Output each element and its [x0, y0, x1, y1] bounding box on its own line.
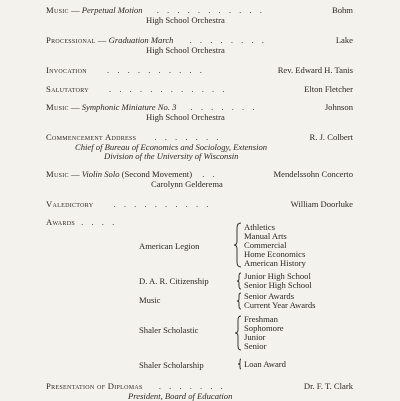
salutatory-line	[46, 84, 227, 94]
award-item: Senior Awards	[244, 291, 295, 301]
commencement-speaker: R. J. Colbert	[309, 132, 353, 142]
brace-icon	[233, 222, 243, 268]
presentation-speaker: Dr. F. T. Clark	[303, 381, 353, 391]
leader-dots: . . . . . . .	[158, 381, 226, 391]
speaker-title-1: Chief of Bureau of Economics and Sociology, Extension	[75, 142, 268, 152]
leader-dots: . . . . . . . .	[189, 35, 267, 45]
dash: —	[68, 5, 82, 15]
invocation-speaker: Rev. Edward H. Tanis	[277, 65, 353, 75]
award-item: Commercial	[244, 240, 287, 250]
brace-icon	[236, 272, 242, 290]
awards-label: Awards	[46, 217, 76, 227]
award-item: Manual Arts	[244, 231, 287, 241]
salutatory-label: Salutatory	[46, 84, 89, 94]
award-group-name: D. A. R. Citizenship	[139, 276, 209, 286]
speaker-title-2: Division of the University of Wisconsin	[104, 151, 239, 161]
leader-dots: . . . . . . . . . . .	[156, 5, 265, 15]
valedictory-speaker: William Doorluke	[290, 199, 353, 209]
dash: —	[95, 35, 109, 45]
piece-title: Violin Solo	[81, 169, 120, 179]
performer-orchestra-1: High School Orchestra	[146, 15, 225, 25]
award-item: Senior High School	[244, 280, 312, 290]
dash: —	[68, 169, 82, 179]
leader-dots: . . . .	[81, 217, 118, 227]
brace-icon	[234, 315, 242, 351]
presenter-title: President, Board of Education	[128, 391, 233, 401]
leader-dots: . . . . . . . . . .	[107, 65, 205, 75]
award-item: American History	[244, 258, 306, 268]
commencement-line	[46, 132, 221, 142]
award-group-name: Shaler Scholarship	[139, 360, 204, 370]
presentation-line	[46, 381, 226, 391]
processional-label: Processional	[46, 35, 96, 45]
award-group-name: Music	[139, 295, 161, 305]
award-item: Loan Award	[244, 359, 286, 369]
leader-dots: . . . . . . .	[190, 102, 258, 112]
leader-dots: . .	[202, 169, 218, 179]
piece-title: Graduation March	[108, 35, 174, 45]
music-symphonic-line	[46, 102, 257, 112]
invocation-label: Invocation	[46, 65, 87, 75]
performer-orchestra-2: High School Orchestra	[146, 45, 225, 55]
composer-mendelssohn: Mendelssohn Concerto	[273, 169, 353, 179]
award-group-name: American Legion	[139, 241, 200, 251]
music-violin-line	[46, 169, 218, 179]
music-label: Music	[46, 5, 69, 15]
music-label: Music	[46, 169, 69, 179]
composer-johnson: Johnson	[324, 102, 353, 112]
valedictory-label: Valedictory	[46, 199, 94, 209]
composer-lake: Lake	[335, 35, 353, 45]
award-item: Junior High School	[244, 271, 311, 281]
performer-violinist: Carolynn Gelderema	[151, 179, 223, 189]
award-item: Current Year Awards	[244, 300, 316, 310]
composer-bohm: Bohm	[331, 5, 353, 15]
processional-line	[46, 35, 267, 45]
invocation-line	[46, 65, 205, 75]
award-item: Junior	[244, 332, 266, 342]
award-item: Sophomore	[244, 323, 284, 333]
award-item: Senior	[244, 341, 267, 351]
leader-dots: . . . . . . . . . .	[113, 199, 212, 209]
piece-title: Symphonic Miniature No. 3	[81, 102, 177, 112]
brace-icon	[237, 358, 242, 370]
performer-orchestra-3: High School Orchestra	[146, 112, 225, 122]
leader-dots: . . . . . . . . . . . .	[109, 84, 228, 94]
salutatory-speaker: Elton Fletcher	[304, 84, 353, 94]
award-group-name: Shaler Scholastic	[139, 325, 199, 335]
award-item: Home Economics	[244, 249, 306, 259]
award-item: Freshman	[244, 314, 278, 324]
piece-title: Perpetual Motion	[81, 5, 143, 15]
commencement-label: Commencement Address	[46, 132, 137, 142]
valedictory-line	[46, 199, 211, 209]
piece-movement: (Second Movement)	[119, 169, 193, 179]
award-item: Athletics	[244, 222, 276, 232]
music-perpetual-motion-line	[46, 5, 265, 15]
dash: —	[68, 102, 82, 112]
presentation-label: Presentation of Diplomas	[46, 381, 143, 391]
music-label: Music	[46, 102, 69, 112]
awards-line	[46, 217, 117, 227]
leader-dots: . . . . . . .	[154, 132, 222, 142]
brace-icon	[236, 292, 242, 310]
